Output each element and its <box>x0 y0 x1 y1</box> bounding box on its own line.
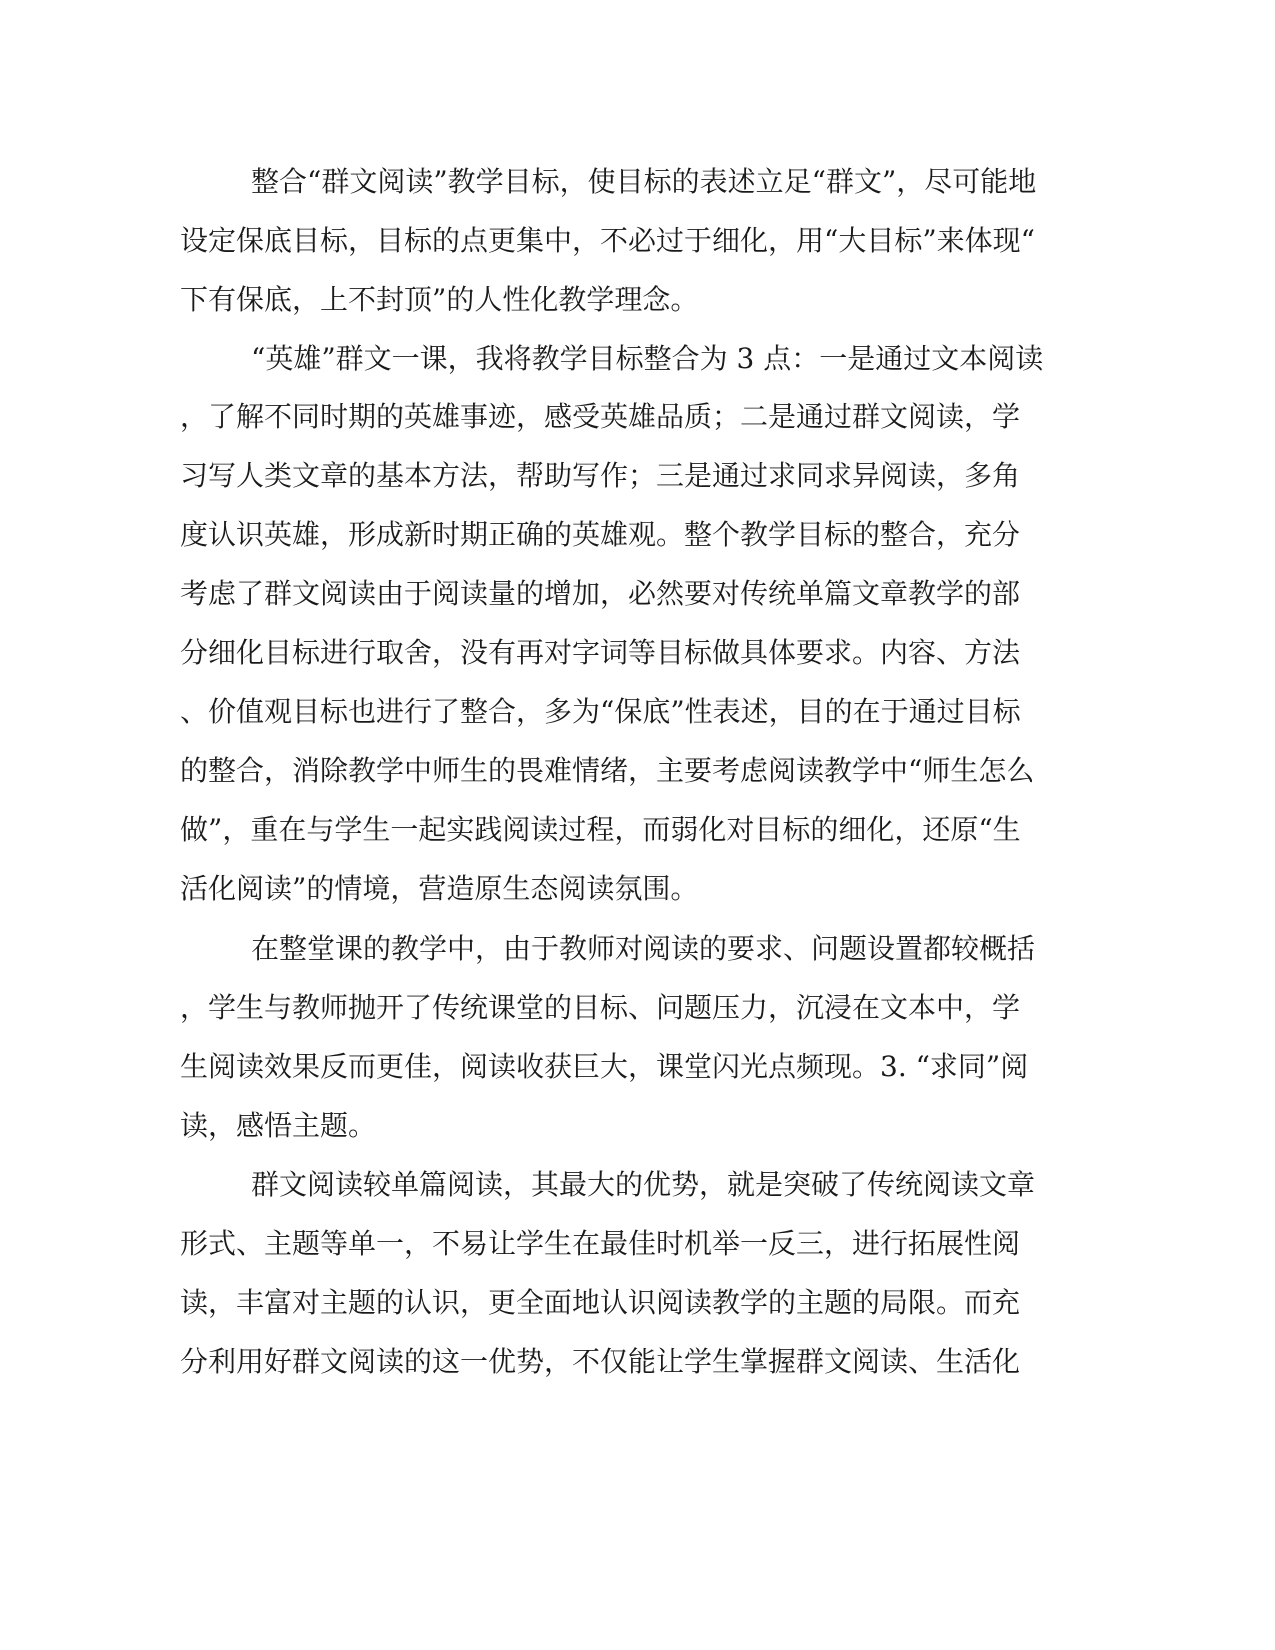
line-text: 下有保底，上不封顶”的人性化教学理念。 <box>180 283 699 316</box>
text-line <box>0 692 1275 732</box>
line-text: 在整堂课的教学中，由于教师对阅读的要求、问题设置都较概括 <box>251 932 1036 965</box>
line-text: ，学生与教师抛开了传统课堂的目标、问题压力，沉浸在文本中，学 <box>180 991 1021 1024</box>
text-line <box>0 280 1275 320</box>
text-line <box>0 339 1275 379</box>
text-line <box>0 633 1275 673</box>
text-line <box>0 869 1275 909</box>
line-text: 活化阅读”的情境，营造原生态阅读氛围。 <box>180 872 699 905</box>
line-text: 做”，重在与学生一起实践阅读过程，而弱化对目标的细化，还原“生 <box>180 813 1021 846</box>
line-text: 形式、主题等单一，不易让学生在最佳时机举一反三，进行拓展性阅 <box>180 1227 1021 1260</box>
line-text: ，了解不同时期的英雄事迹，感受英雄品质；二是通过群文阅读，学 <box>180 400 1021 433</box>
line-text: 的整合，消除教学中师生的畏难情绪，主要考虑阅读教学中“师生怎么 <box>180 754 1035 787</box>
text-line <box>0 929 1275 969</box>
text-line <box>0 810 1275 850</box>
line-text: 设定保底目标，目标的点更集中，不必过于细化，用“大目标”来体现“ <box>180 224 1035 257</box>
line-text: 考虑了群文阅读由于阅读量的增加，必然要对传统单篇文章教学的部 <box>180 577 1021 610</box>
text-line <box>0 988 1275 1028</box>
line-text: 分细化目标进行取舍，没有再对字词等目标做具体要求。内容、方法 <box>180 636 1021 669</box>
text-line <box>0 574 1275 614</box>
line-text: 群文阅读较单篇阅读，其最大的优势，就是突破了传统阅读文章 <box>251 1168 1036 1201</box>
line-text: 整合“群文阅读”教学目标，使目标的表述立足“群文”，尽可能地 <box>251 165 1037 198</box>
line-text: 分利用好群文阅读的这一优势，不仅能让学生掌握群文阅读、生活化 <box>180 1345 1021 1378</box>
line-text: 读，感悟主题。 <box>180 1109 377 1142</box>
line-text: “英雄”群文一课，我将教学目标整合为 3 点：一是通过文本阅读 <box>251 342 1044 375</box>
text-line <box>0 162 1275 202</box>
text-line <box>0 1106 1275 1146</box>
text-line <box>0 1047 1275 1087</box>
line-text: 读，丰富对主题的认识，更全面地认识阅读教学的主题的局限。而充 <box>180 1286 1021 1319</box>
text-line <box>0 1224 1275 1264</box>
line-text: 、价值观目标也进行了整合，多为“保底”性表述，目的在于通过目标 <box>180 695 1021 728</box>
text-line <box>0 221 1275 261</box>
text-line <box>0 1165 1275 1205</box>
text-line <box>0 1283 1275 1323</box>
text-line <box>0 751 1275 791</box>
line-text: 度认识英雄，形成新时期正确的英雄观。整个教学目标的整合，充分 <box>180 518 1021 551</box>
text-line <box>0 1342 1275 1382</box>
text-line <box>0 515 1275 555</box>
line-text: 习写人类文章的基本方法，帮助写作；三是通过求同求异阅读，多角 <box>180 459 1021 492</box>
text-line <box>0 456 1275 496</box>
line-text: 生阅读效果反而更佳，阅读收获巨大，课堂闪光点频现。3. “求同”阅 <box>180 1050 1029 1083</box>
text-line <box>0 397 1275 437</box>
